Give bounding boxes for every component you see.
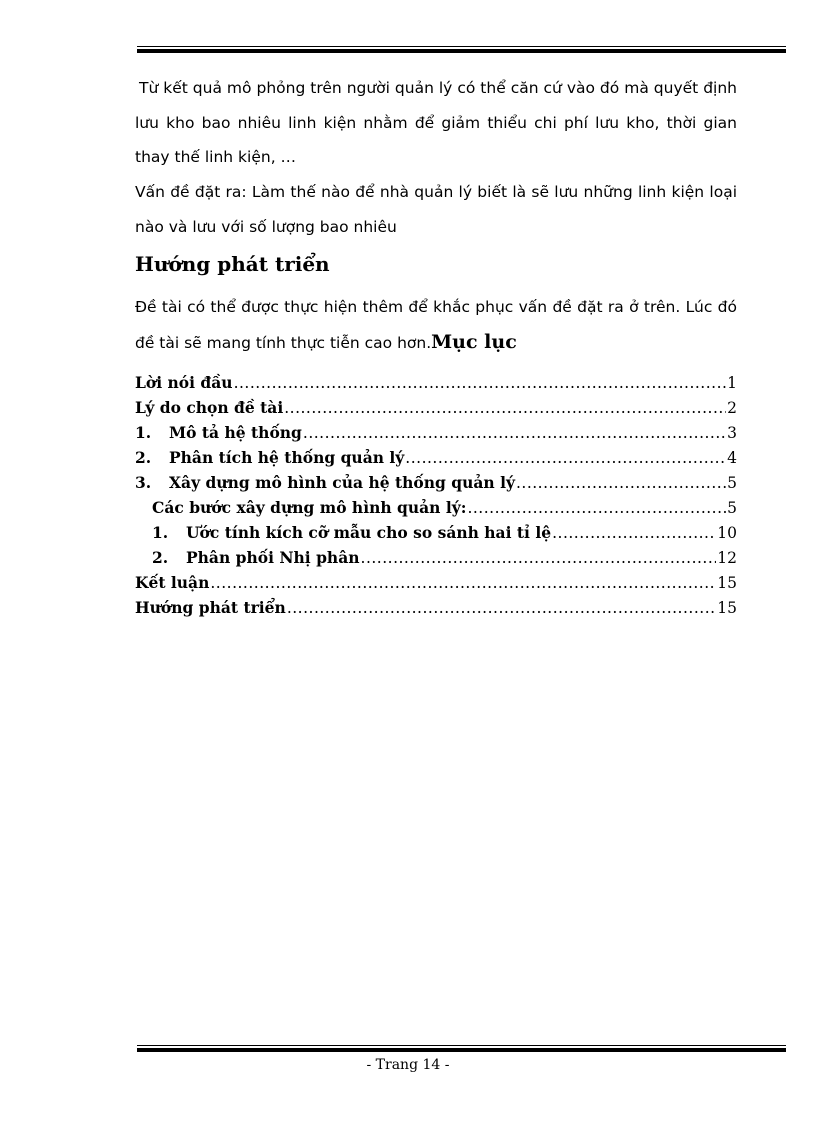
toc-entry[interactable] — [135, 598, 737, 623]
toc-entry-page: 1 — [727, 374, 737, 392]
paragraph-conclusion: Từ kết quả mô phỏng trên người quản lý có thể căn cứ vào đó mà quyết định lưu kho bao nhiêu linh kiện nhằm để giảm thiểu chi phí lưu kho, thời gian thay thế linh kiện, … — [135, 79, 737, 166]
toc-entry[interactable] — [135, 548, 737, 573]
toc-entry-page: 3 — [727, 424, 737, 442]
toc-leader — [467, 499, 726, 517]
toc-leader — [405, 449, 726, 467]
toc-entry-label: Lời nói đầu — [135, 373, 233, 392]
toc-entry-page: 12 — [717, 549, 737, 567]
toc-leader — [287, 599, 716, 617]
toc-leader — [552, 524, 716, 542]
page-number: - Trang 14 - — [366, 1057, 450, 1073]
toc-entry-number: 3. — [135, 473, 152, 492]
toc-entry-page: 4 — [727, 449, 737, 467]
toc-entry[interactable] — [135, 473, 737, 498]
toc-entry-label: Xây dựng mô hình của hệ thống quản lý — [169, 473, 515, 492]
toc-leader — [303, 424, 726, 442]
header-rule — [137, 46, 786, 53]
toc-entry-page: 2 — [727, 399, 737, 417]
toc-entry[interactable] — [135, 448, 737, 473]
toc-entry[interactable] — [135, 523, 737, 548]
section-heading: Hướng phát triển — [135, 252, 330, 276]
toc-entry-label: Phân tích hệ thống quản lý — [169, 448, 405, 467]
toc-entry-number: 1. — [152, 523, 169, 542]
table-of-contents — [135, 373, 737, 623]
toc-entry-number: 2. — [135, 448, 152, 467]
toc-entry-label: Hướng phát triển — [135, 598, 286, 617]
paragraph-development — [135, 290, 737, 360]
toc-entry-label: Mô tả hệ thống — [169, 423, 302, 442]
toc-entry[interactable] — [135, 423, 737, 448]
toc-entry[interactable] — [135, 498, 737, 523]
toc-entry-label: Các bước xây dựng mô hình quản lý: — [152, 498, 467, 517]
paragraph-problem: Vấn đề đặt ra: Làm thế nào để nhà quản lý biết là sẽ lưu những linh kiện loại nào và lưu với số lượng bao nhiêu — [135, 183, 737, 236]
toc-entry-label: Phân phối Nhị phân — [186, 548, 360, 567]
toc-leader — [516, 474, 726, 492]
toc-entry-label: Ước tính kích cỡ mẫu cho so sánh hai tỉ lệ — [186, 523, 552, 542]
toc-entry[interactable] — [135, 398, 737, 423]
toc-entry-page: 5 — [727, 499, 737, 517]
toc-leader — [234, 374, 727, 392]
toc-entry-page: 15 — [717, 574, 737, 592]
toc-entry-number: 1. — [135, 423, 152, 442]
toc-title: Mục lục — [431, 330, 517, 353]
toc-leader — [210, 574, 716, 592]
toc-entry-number: 2. — [152, 548, 169, 567]
development-text: Đề tài có thể được thực hiện thêm để khắc phục vấn đề đặt ra ở trên. Lúc đó đề tài sẽ mang tính thực tiễn cao hơn. — [135, 298, 737, 352]
toc-entry-label: Kết luận — [135, 573, 210, 592]
footer-rule — [137, 1045, 786, 1052]
toc-entry[interactable] — [135, 573, 737, 598]
toc-leader — [361, 549, 717, 567]
toc-entry-label: Lý do chọn đề tài — [135, 398, 284, 417]
toc-entry-page: 15 — [717, 599, 737, 617]
toc-leader — [284, 399, 726, 417]
toc-entry-page: 10 — [717, 524, 737, 542]
toc-entry-page: 5 — [727, 474, 737, 492]
toc-entry[interactable] — [135, 373, 737, 398]
